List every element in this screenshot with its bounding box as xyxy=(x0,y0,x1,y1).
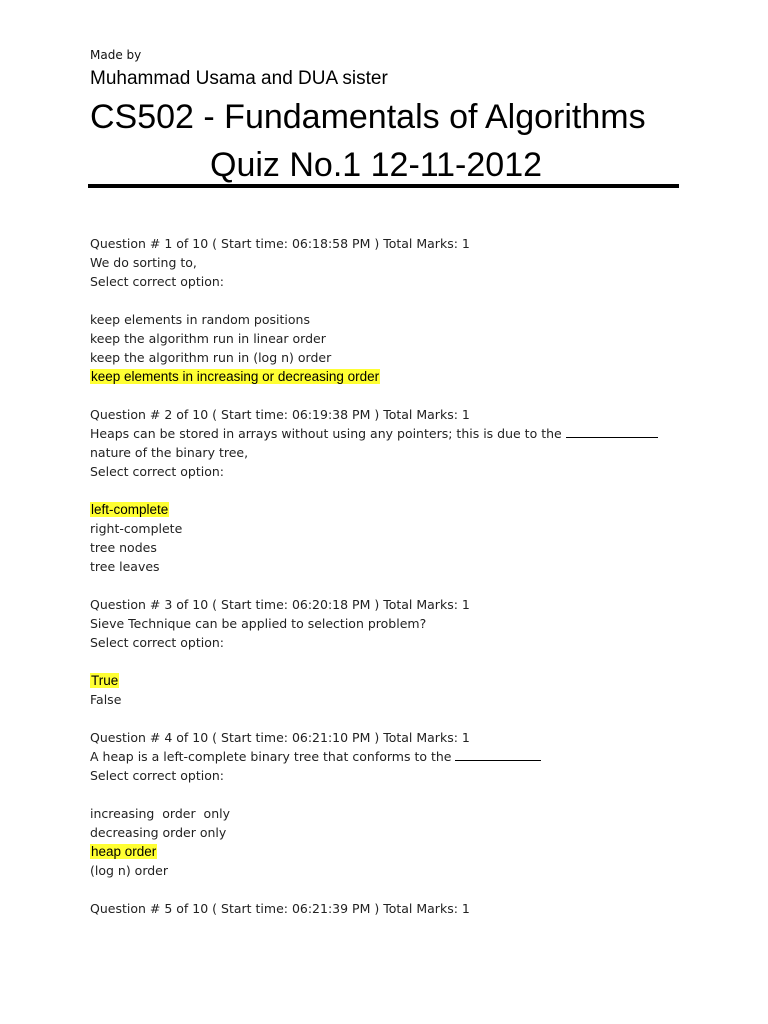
highlighted-answer: keep elements in increasing or decreasing order xyxy=(91,369,380,384)
question-4-text: A heap is a left-complete binary tree that conforms to the xyxy=(90,747,690,766)
fill-in-blank xyxy=(566,436,658,438)
question-2-header: Question # 2 of 10 ( Start time: 06:19:38 PM ) Total Marks: 1 xyxy=(90,407,470,422)
question-1-header: Question # 1 of 10 ( Start time: 06:18:58 PM ) Total Marks: 1 xyxy=(90,236,470,251)
question-3-header: Question # 3 of 10 ( Start time: 06:20:18 PM ) Total Marks: 1 xyxy=(90,597,470,612)
made-by-label: Made by xyxy=(90,48,142,62)
question-2-answer xyxy=(90,500,690,519)
quiz-subtitle: Quiz No.1 12-11-2012 xyxy=(210,146,543,184)
question-1-option-1: keep elements in random positions xyxy=(90,312,310,327)
question-3-prompt: Select correct option: xyxy=(90,635,225,650)
document-title: CS502 - Fundamentals of Algorithms xyxy=(90,98,646,136)
highlighted-answer: left-complete xyxy=(91,502,169,517)
question-3-option-2: False xyxy=(90,692,122,707)
question-1-option-2: keep the algorithm run in linear order xyxy=(90,331,326,346)
question-5-header: Question # 5 of 10 ( Start time: 06:21:39 PM ) Total Marks: 1 xyxy=(90,901,470,916)
fill-in-blank xyxy=(455,759,541,761)
question-2-option-3: tree nodes xyxy=(90,540,157,555)
title-underline xyxy=(88,184,679,188)
question-2-option-4: tree leaves xyxy=(90,559,160,574)
question-4-option-4: (log n) order xyxy=(90,863,169,878)
question-2-option-2: right-complete xyxy=(90,521,183,536)
question-1-text: We do sorting to, xyxy=(90,255,197,270)
question-4-prompt: Select correct option: xyxy=(90,768,225,783)
question-4-option-2: decreasing order only xyxy=(90,825,227,840)
question-1-option-3: keep the algorithm run in (log n) order xyxy=(90,350,332,365)
question-4-header: Question # 4 of 10 ( Start time: 06:21:10 PM ) Total Marks: 1 xyxy=(90,730,470,745)
question-2-text-line-2: nature of the binary tree, xyxy=(90,445,249,460)
question-2-text-line-1: Heaps can be stored in arrays without using any pointers; this is due to the xyxy=(90,424,690,443)
question-3-text: Sieve Technique can be applied to selection problem? xyxy=(90,616,427,631)
question-1-prompt: Select correct option: xyxy=(90,274,225,289)
highlighted-answer: True xyxy=(91,673,119,688)
question-3-answer xyxy=(90,671,690,690)
authors-line: Muhammad Usama and DUA sister xyxy=(90,68,388,89)
question-4-option-1: increasing order only xyxy=(90,806,230,821)
quiz-content xyxy=(90,234,690,918)
question-1-answer xyxy=(90,367,690,386)
highlighted-answer: heap order xyxy=(91,844,157,859)
question-4-answer xyxy=(90,842,690,861)
question-2-prompt: Select correct option: xyxy=(90,464,225,479)
